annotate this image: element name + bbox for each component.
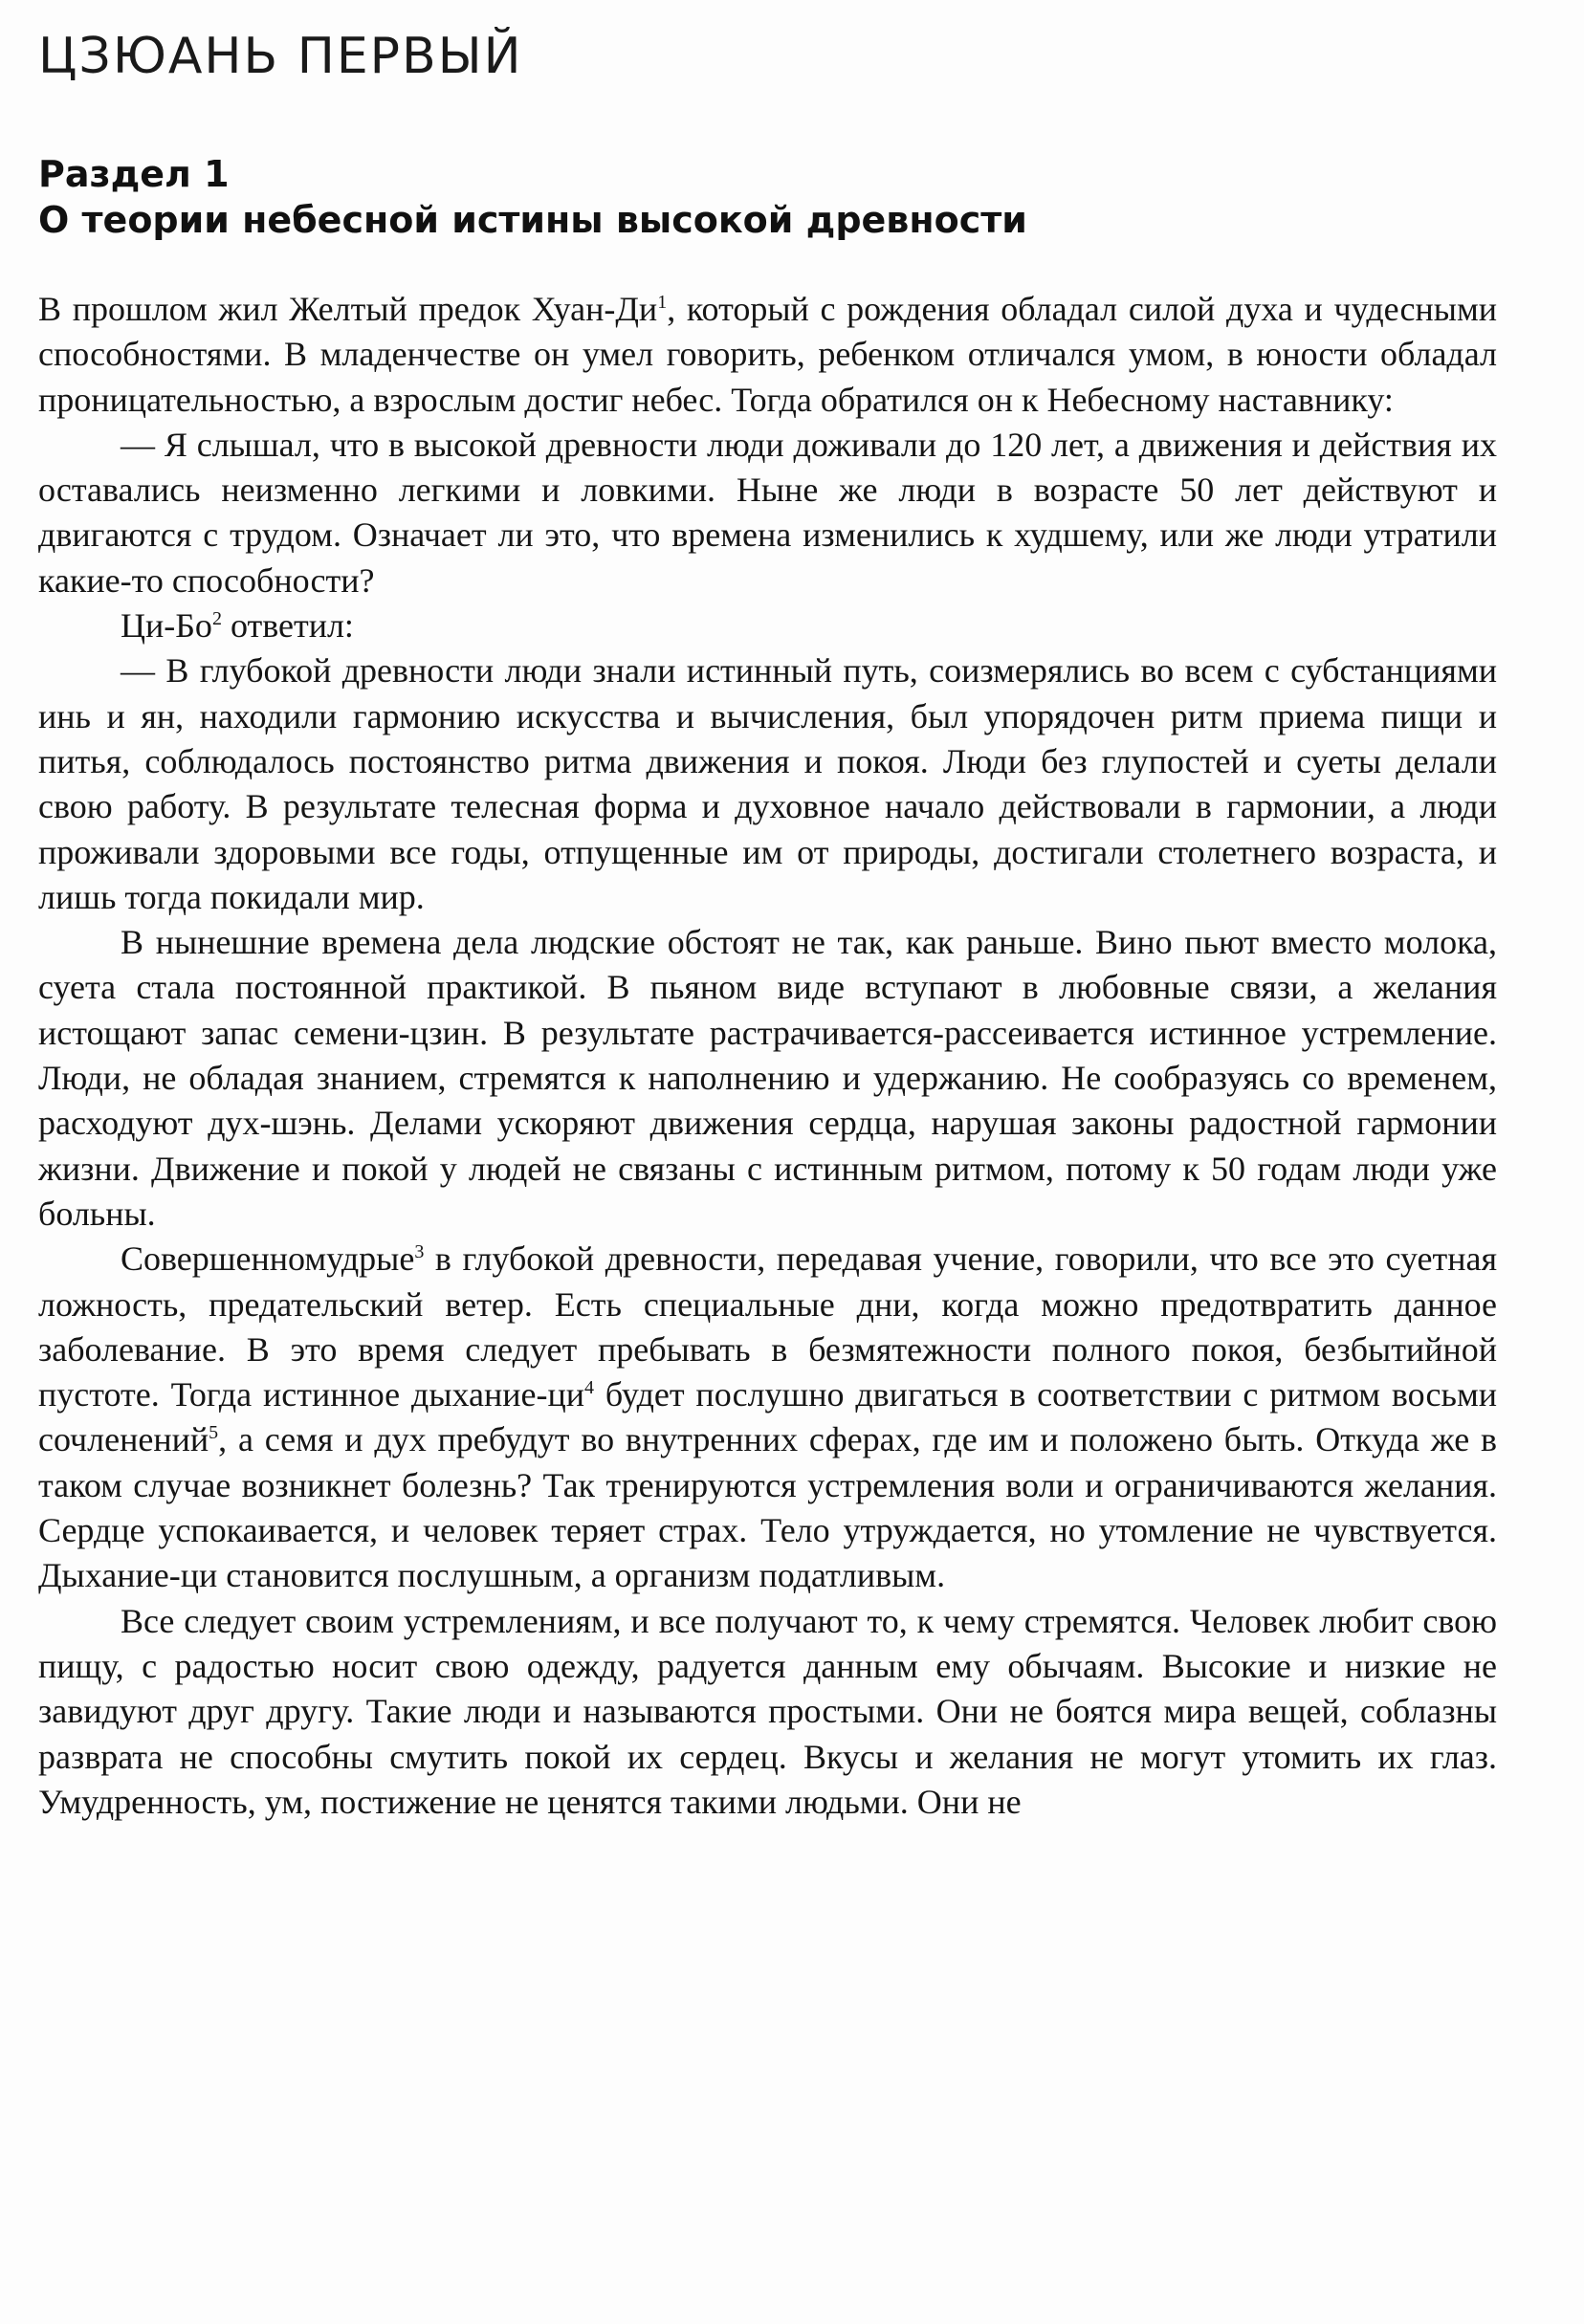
paragraph: [38, 603, 1497, 648]
section-label: Раздел 1: [38, 153, 230, 195]
footnote-marker: 5: [209, 1422, 219, 1444]
paragraph-text: будет послушно двигаться в соответствии с ритмом восьми сочленений: [38, 1375, 1497, 1459]
paragraph-text: — Я слышал, что в высокой древности люди доживали до 120 лет, а движения и действия их оставались неизменно легкими и ловкими. Ныне же люди в возрасте 50 лет действуют и двигаются с трудом. Означает ли это, что времена изменились к худшему, или же люди утратили какие-то способности?: [38, 425, 1497, 600]
part-title: ЦЗЮАНЬ ПЕРВЫЙ: [38, 28, 523, 85]
paragraph: [38, 1237, 1497, 1598]
paragraph-text: в глубокой древности, передавая учение, говорили, что все это суетная ложность, предательский ветер. Есть специальные дни, когда можно предотвратить данное заболевание. В это время следует пребывать в безмятежности полного покоя, безбытийной пустоте. Тогда истинное дыхание-ци: [38, 1239, 1497, 1414]
paragraph: [38, 648, 1497, 920]
paragraph-text: Все следует своим устремлениям, и все получают то, к чему стремятся. Человек любит свою пищу, с радостью носит свою одежду, радуется данным ему обычаям. Высокие и низкие не завидуют друг другу. Такие люди и называются простыми. Они не боятся мира вещей, соблазны разврата не способны смутить покой их сердец. Вкусы и желания не могут утомить их глаз. Умудренность, ум, постижение не ценятся такими людьми. Они не: [38, 1601, 1497, 1821]
footnote-marker: 3: [414, 1241, 425, 1263]
footnote-marker: 4: [584, 1377, 595, 1399]
paragraph-text: , который с рождения обладал силой духа и чудесными способностями. В младенчестве он умел говорить, ребенком отличался умом, в юности обладал проницательностью, а взрослым достиг небес. Тогда обратился он к Небесному наставнику:: [38, 290, 1497, 419]
paragraph: [38, 920, 1497, 1237]
paragraph-text: В нынешние времена дела людские обстоят не так, как раньше. Вино пьют вместо молока, суета стала постоянной практикой. В пьяном виде вступают в любовные связи, а желания истощают запас семени-цзин. В результате растрачивается-рассеивается истинное устремление. Люди, не обладая знанием, стремятся к наполнению и удержанию. Не сообразуясь со временем, расходуют дух-шэнь. Делами ускоряют движения сердца, нарушая законы радостной гармонии жизни. Движение и покой у людей не связаны с истинным ритмом, потому к 50 годам люди уже больны.: [38, 923, 1497, 1233]
paragraph: [38, 287, 1497, 423]
paragraph-text: Совершенномудрые: [121, 1239, 415, 1279]
section-title: О теории небесной истины высокой древности: [38, 199, 1027, 241]
paragraph: [38, 1599, 1497, 1825]
footnote-marker: 1: [657, 292, 668, 313]
paragraph-text: ответил:: [221, 606, 354, 646]
footnote-marker: 2: [211, 608, 222, 630]
paragraph: [38, 423, 1497, 603]
paragraph-text: В прошлом жил Желтый предок Хуан-Ди: [38, 290, 658, 328]
body-text: [38, 287, 1497, 1825]
paragraph-text: , а семя и дух пребудут во внутренних сферах, где им и положено быть. Откуда же в таком случае возникнет болезнь? Так тренируются устремления воли и ограничиваются желания. Сердце успокаивается, и человек теряет страх. Тело утруждается, но утомление не чувствуется. Дыхание-ци становится послушным, а организм податливым.: [38, 1420, 1497, 1595]
paragraph-text: Ци-Бо: [121, 606, 212, 646]
paragraph-text: — В глубокой древности люди знали истинный путь, соизмерялись во всем с субстанциями инь и ян, находили гармонию искусства и вычисления, был упорядочен ритм приема пищи и питья, соблюдалось постоянство ритма движения и покоя. Люди без глупостей и суеты делали свою работу. В результате телесная форма и духовное начало действовали в гармонии, а люди проживали здоровыми все годы, отпущенные им от природы, достигали столетнего возраста, и лишь тогда покидали мир.: [38, 651, 1497, 916]
